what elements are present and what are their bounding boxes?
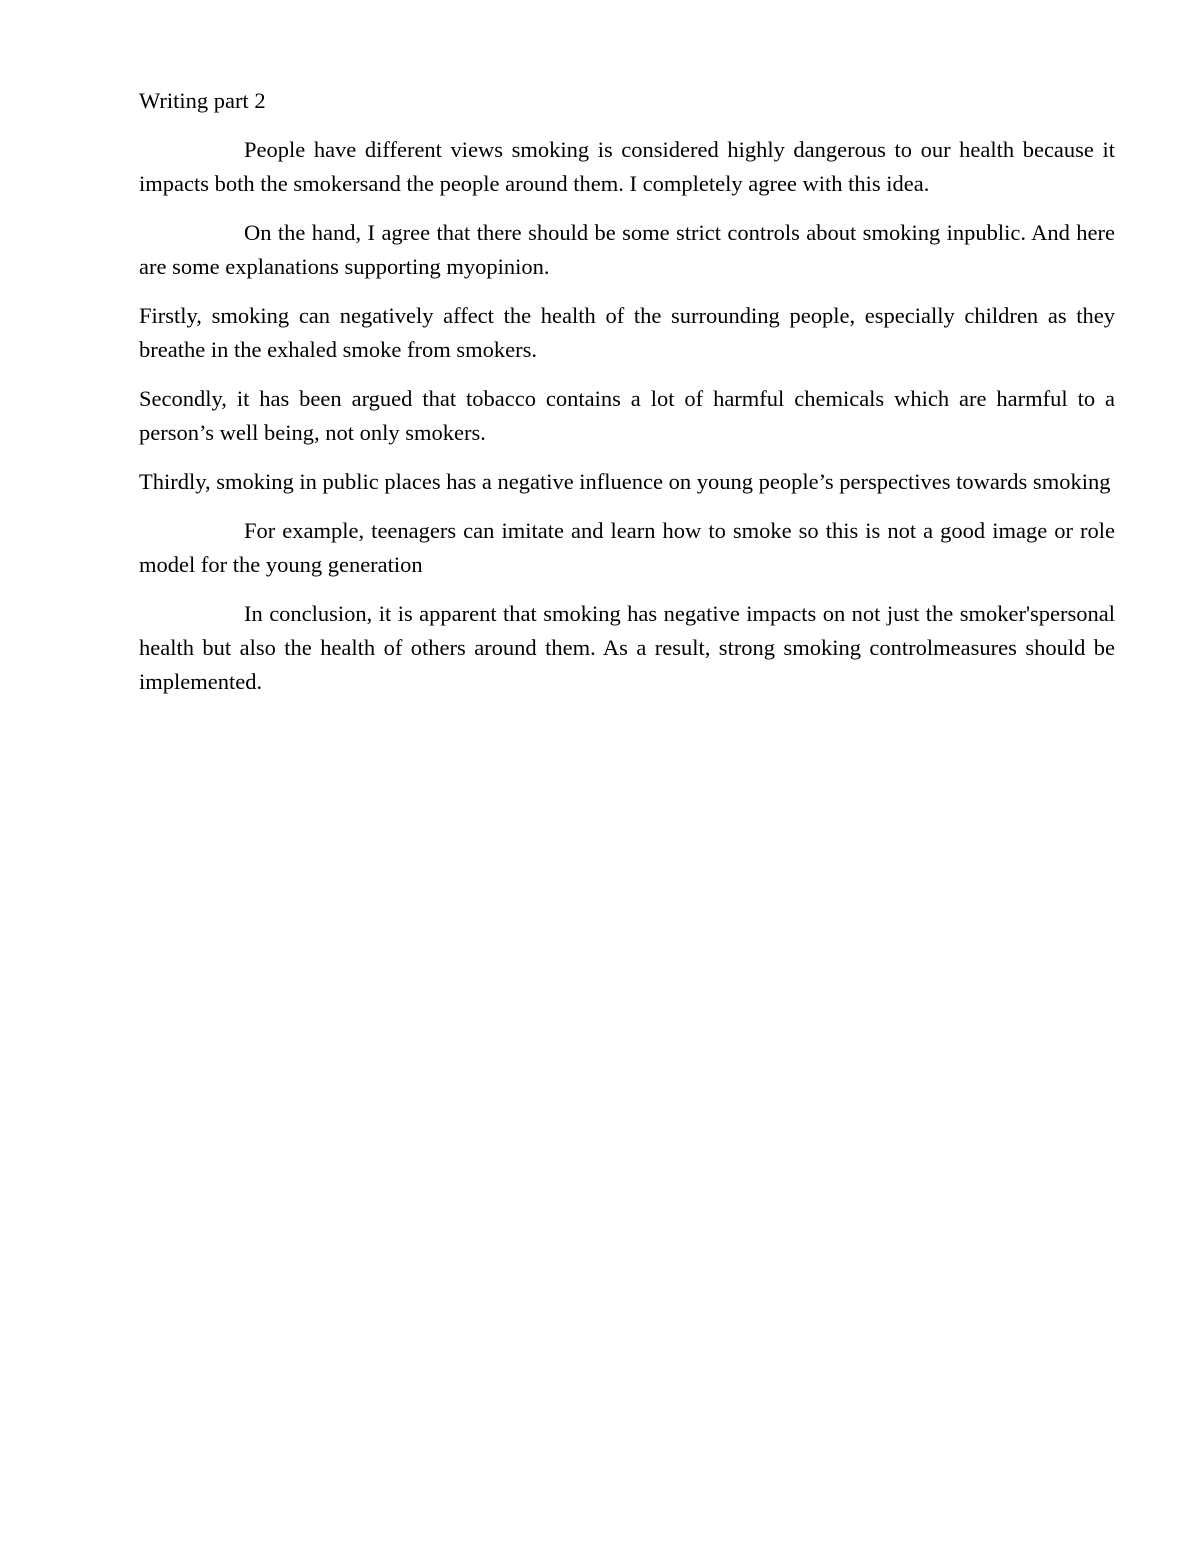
paragraph-introduction: People have different views smoking is considered highly dangerous to our health because it impacts both the smokersand the people around them. I completely agree with this idea. (139, 137, 1115, 196)
paragraph-example: For example, teenagers can imitate and learn how to smoke so this is not a good image or role model for the young generation (139, 518, 1115, 577)
document-body (139, 84, 1115, 714)
paragraph-firstly: Firstly, smoking can negatively affect the health of the surrounding people, especially children as they breathe in the exhaled smoke from smokers. (139, 303, 1115, 362)
paragraph-thirdly: Thirdly, smoking in public places has a negative influence on young people’s perspectives towards smoking (139, 469, 1111, 494)
paragraph-conclusion: In conclusion, it is apparent that smoking has negative impacts on not just the smoker'spersonal health but also the health of others around them. As a result, strong smoking controlmeasures should be implemented. (139, 601, 1115, 694)
paragraph-secondly: Secondly, it has been argued that tobacco contains a lot of harmful chemicals which are harmful to a person’s well being, not only smokers. (139, 386, 1115, 445)
paragraph-opinion: On the hand, I agree that there should be some strict controls about smoking inpublic. And here are some explanations supporting myopinion. (139, 220, 1115, 279)
document-heading: Writing part 2 (139, 88, 266, 113)
